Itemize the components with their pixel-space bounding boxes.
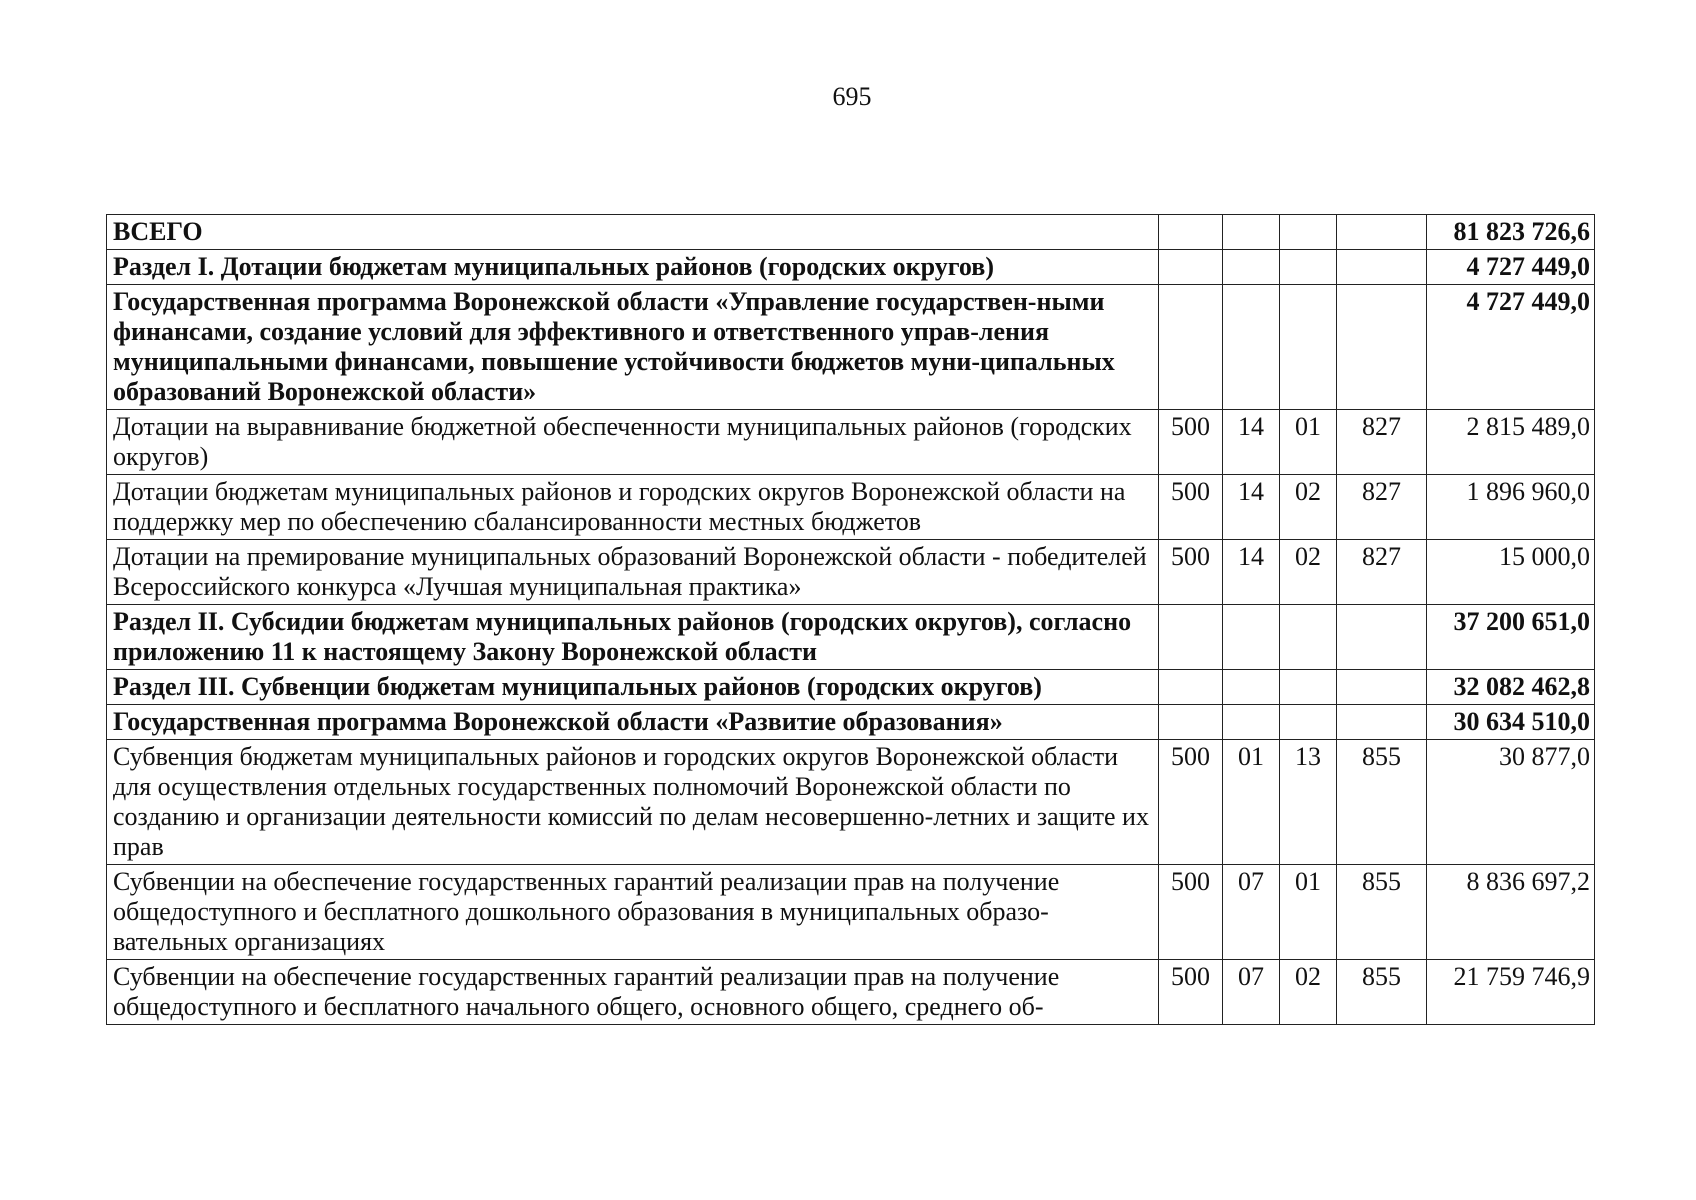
table-row [107, 540, 1595, 605]
code-article: 827 [1337, 540, 1427, 605]
code-chapter: 500 [1159, 410, 1223, 475]
code-article: 855 [1337, 865, 1427, 960]
row-amount: 21 759 746,9 [1427, 960, 1595, 1025]
table-row [107, 960, 1595, 1025]
row-name: Дотации на премирование муниципальных образований Воронежской области - победителей Всероссийского конкурса «Лучшая муниципальная практика» [107, 540, 1159, 605]
row-amount: 1 896 960,0 [1427, 475, 1595, 540]
table-row-section-3 [107, 670, 1595, 705]
code-subsection [1280, 285, 1337, 410]
code-chapter [1159, 605, 1223, 670]
table-row-program-education [107, 705, 1595, 740]
row-name: ВСЕГО [107, 215, 1159, 250]
code-section: 07 [1223, 960, 1280, 1025]
code-section [1223, 605, 1280, 670]
row-name: Раздел II. Субсидии бюджетам муниципальных районов (городских округов), согласно приложению 11 к настоящему Закону Воронежской области [107, 605, 1159, 670]
row-amount: 30 634 510,0 [1427, 705, 1595, 740]
row-amount: 2 815 489,0 [1427, 410, 1595, 475]
table-row-program-finance [107, 285, 1595, 410]
code-chapter [1159, 285, 1223, 410]
row-name: Дотации бюджетам муниципальных районов и городских округов Воронежской области на поддержку мер по обеспечению сбалансированности местных бюджетов [107, 475, 1159, 540]
row-amount: 15 000,0 [1427, 540, 1595, 605]
code-subsection [1280, 215, 1337, 250]
table-row [107, 475, 1595, 540]
code-chapter [1159, 215, 1223, 250]
code-subsection [1280, 670, 1337, 705]
code-article [1337, 285, 1427, 410]
code-subsection: 02 [1280, 960, 1337, 1025]
row-name: Субвенции на обеспечение государственных гарантий реализации прав на получение общедоступного и бесплатного дошкольного образования в муниципальных образо-вательных организациях [107, 865, 1159, 960]
row-amount: 4 727 449,0 [1427, 285, 1595, 410]
code-section [1223, 250, 1280, 285]
code-article: 827 [1337, 475, 1427, 540]
code-chapter: 500 [1159, 960, 1223, 1025]
code-chapter: 500 [1159, 540, 1223, 605]
code-article [1337, 670, 1427, 705]
row-amount: 32 082 462,8 [1427, 670, 1595, 705]
code-chapter: 500 [1159, 475, 1223, 540]
code-article: 855 [1337, 960, 1427, 1025]
table-row-total [107, 215, 1595, 250]
table-row-section-1 [107, 250, 1595, 285]
page-number: 695 [832, 82, 872, 111]
row-amount: 37 200 651,0 [1427, 605, 1595, 670]
row-name: Раздел III. Субвенции бюджетам муниципальных районов (городских округов) [107, 670, 1159, 705]
row-amount: 81 823 726,6 [1427, 215, 1595, 250]
row-name: Субвенции на обеспечение государственных гарантий реализации прав на получение общедоступного и бесплатного начального общего, основного общего, среднего об- [107, 960, 1159, 1025]
code-section: 01 [1223, 740, 1280, 865]
code-subsection: 13 [1280, 740, 1337, 865]
table-row [107, 740, 1595, 865]
code-chapter: 500 [1159, 865, 1223, 960]
code-article: 827 [1337, 410, 1427, 475]
code-article [1337, 215, 1427, 250]
code-chapter [1159, 705, 1223, 740]
code-chapter [1159, 670, 1223, 705]
code-section [1223, 215, 1280, 250]
code-section: 07 [1223, 865, 1280, 960]
code-chapter [1159, 250, 1223, 285]
code-subsection [1280, 705, 1337, 740]
code-section [1223, 705, 1280, 740]
code-chapter: 500 [1159, 740, 1223, 865]
table-row-section-2 [107, 605, 1595, 670]
code-subsection: 01 [1280, 865, 1337, 960]
code-subsection: 01 [1280, 410, 1337, 475]
row-name: Государственная программа Воронежской области «Управление государствен-ными финансами, создание условий для эффективного и ответственного управ-ления муниципальными финансами, повышение устойчивости бюджетов муни-ципальных образований Воронежской области» [107, 285, 1159, 410]
row-name: Раздел I. Дотации бюджетам муниципальных районов (городских округов) [107, 250, 1159, 285]
row-amount: 8 836 697,2 [1427, 865, 1595, 960]
table-row [107, 865, 1595, 960]
code-subsection [1280, 250, 1337, 285]
code-section: 14 [1223, 475, 1280, 540]
code-subsection [1280, 605, 1337, 670]
code-section [1223, 285, 1280, 410]
code-subsection: 02 [1280, 475, 1337, 540]
code-article [1337, 605, 1427, 670]
row-amount: 4 727 449,0 [1427, 250, 1595, 285]
code-subsection: 02 [1280, 540, 1337, 605]
code-article: 855 [1337, 740, 1427, 865]
row-name: Дотации на выравнивание бюджетной обеспеченности муниципальных районов (городских округов) [107, 410, 1159, 475]
table-row [107, 410, 1595, 475]
row-name: Государственная программа Воронежской области «Развитие образования» [107, 705, 1159, 740]
code-section [1223, 670, 1280, 705]
budget-table [106, 214, 1595, 1025]
row-name: Субвенция бюджетам муниципальных районов и городских округов Воронежской области для осуществления отдельных государственных полномочий Воронежской области по созданию и организации деятельности комиссий по делам несовершенно-летних и защите их прав [107, 740, 1159, 865]
row-amount: 30 877,0 [1427, 740, 1595, 865]
code-section: 14 [1223, 540, 1280, 605]
code-article [1337, 250, 1427, 285]
code-article [1337, 705, 1427, 740]
code-section: 14 [1223, 410, 1280, 475]
